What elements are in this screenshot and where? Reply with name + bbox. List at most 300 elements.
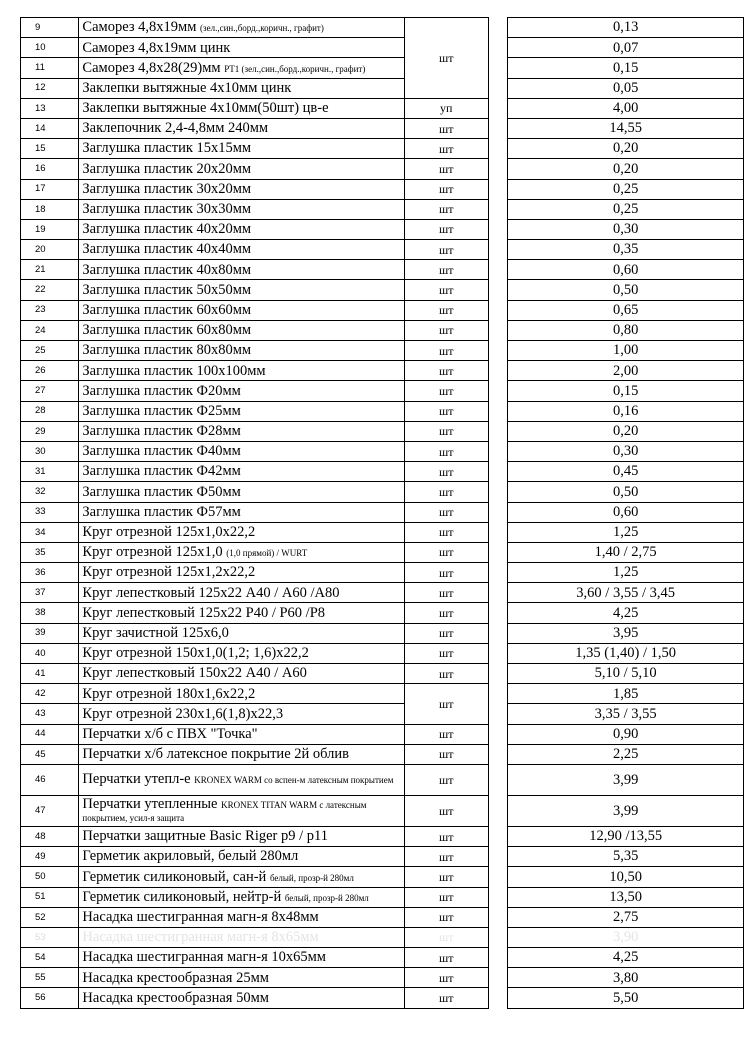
item-name-text: Заглушка пластик 20х20мм — [82, 160, 252, 177]
column-gap — [488, 522, 508, 542]
item-price: 3,90 — [508, 927, 744, 947]
row-number: 43 — [21, 704, 79, 724]
item-name — [79, 623, 404, 643]
item-price: 5,35 — [508, 847, 744, 867]
item-name — [79, 867, 404, 887]
item-price: 0,25 — [508, 199, 744, 219]
column-gap — [488, 260, 508, 280]
table-row — [21, 260, 744, 280]
item-unit: шт — [404, 482, 488, 502]
item-name — [79, 948, 404, 968]
item-unit: шт — [404, 240, 488, 260]
table-row — [21, 300, 744, 320]
column-gap — [488, 98, 508, 118]
column-gap — [488, 159, 508, 179]
column-gap — [488, 139, 508, 159]
table-row — [21, 664, 744, 684]
item-name-text: Круг отрезной 125х1,0х22,2 — [82, 524, 256, 541]
item-unit: шт — [404, 260, 488, 280]
item-name-text: Заглушка пластик Ф28мм — [82, 423, 241, 440]
row-number: 21 — [21, 260, 79, 280]
item-name-text: Саморез 4,8х28(29)мм — [82, 59, 225, 76]
item-unit: шт — [404, 907, 488, 927]
item-name-text: Перчатки утепленные — [82, 795, 222, 812]
table-row — [21, 381, 744, 401]
item-name-text: Круг отрезной 125х1,0 — [82, 544, 227, 561]
item-name — [79, 219, 404, 239]
item-name — [79, 341, 404, 361]
row-number: 52 — [21, 907, 79, 927]
column-gap — [488, 118, 508, 138]
item-price: 10,50 — [508, 867, 744, 887]
item-price: 3,95 — [508, 623, 744, 643]
item-price: 0,80 — [508, 320, 744, 340]
item-price: 0,50 — [508, 482, 744, 502]
table-row — [21, 18, 744, 38]
item-name — [79, 724, 404, 744]
item-price: 3,99 — [508, 764, 744, 795]
table-row — [21, 847, 744, 867]
item-name-text: Круг лепестковый 125х22 А40 / А60 /А80 — [82, 584, 340, 601]
table-row — [21, 441, 744, 461]
column-gap — [488, 179, 508, 199]
item-unit: шт — [404, 684, 488, 724]
item-unit: шт — [404, 361, 488, 381]
row-number: 10 — [21, 38, 79, 58]
column-gap — [488, 38, 508, 58]
item-name-text: Заглушка пластик 100х100мм — [82, 362, 266, 379]
table-row — [21, 907, 744, 927]
table-row — [21, 280, 744, 300]
item-price: 1,25 — [508, 563, 744, 583]
item-name — [79, 744, 404, 764]
item-name — [79, 907, 404, 927]
item-unit: шт — [404, 502, 488, 522]
item-name-text: Заклепочник 2,4-4,8мм 240мм — [82, 120, 269, 137]
column-gap — [488, 320, 508, 340]
item-price: 0,20 — [508, 421, 744, 441]
table-row — [21, 603, 744, 623]
table-row — [21, 240, 744, 260]
table-row — [21, 502, 744, 522]
column-gap — [488, 280, 508, 300]
column-gap — [488, 764, 508, 795]
item-name-text: Заглушка пластик 60х80мм — [82, 322, 252, 339]
item-price: 2,75 — [508, 907, 744, 927]
item-name — [79, 159, 404, 179]
table-row — [21, 320, 744, 340]
table-row — [21, 542, 744, 562]
item-name — [79, 522, 404, 542]
item-name-text: Заглушка пластик 40х40мм — [82, 241, 252, 258]
item-name — [79, 927, 404, 947]
price-table-body — [21, 18, 744, 1009]
item-price: 3,60 / 3,55 / 3,45 — [508, 583, 744, 603]
item-unit: шт — [404, 341, 488, 361]
table-row — [21, 623, 744, 643]
table-row — [21, 643, 744, 663]
column-gap — [488, 361, 508, 381]
item-name — [79, 260, 404, 280]
column-gap — [488, 927, 508, 947]
item-unit: шт — [404, 603, 488, 623]
table-row — [21, 563, 744, 583]
table-row — [21, 421, 744, 441]
column-gap — [488, 867, 508, 887]
column-gap — [488, 462, 508, 482]
row-number: 16 — [21, 159, 79, 179]
item-name — [79, 179, 404, 199]
row-number: 11 — [21, 58, 79, 78]
item-name-text: Круг лепестковый 150х22 А40 / А60 — [82, 665, 307, 682]
table-row — [21, 159, 744, 179]
row-number: 38 — [21, 603, 79, 623]
item-name-text: Круг отрезной 230х1,6(1,8)х22,3 — [82, 705, 284, 722]
item-price: 0,35 — [508, 240, 744, 260]
item-name-text: Насадка крестообразная 50мм — [82, 989, 269, 1006]
row-number: 32 — [21, 482, 79, 502]
item-name-text: Круг лепестковый 125х22 Р40 / Р60 /Р8 — [82, 604, 326, 621]
table-row — [21, 583, 744, 603]
item-unit: шт — [404, 381, 488, 401]
column-gap — [488, 199, 508, 219]
column-gap — [488, 847, 508, 867]
item-name-text: Заглушка пластик 15х15мм — [82, 140, 252, 157]
row-number: 39 — [21, 623, 79, 643]
item-name — [79, 826, 404, 846]
item-price: 0,45 — [508, 462, 744, 482]
price-table — [20, 17, 744, 1009]
row-number: 48 — [21, 826, 79, 846]
item-price: 1,25 — [508, 522, 744, 542]
item-price: 0,65 — [508, 300, 744, 320]
item-name — [79, 684, 404, 704]
column-gap — [488, 563, 508, 583]
item-name-text: Заглушка пластик Ф50мм — [82, 483, 241, 500]
table-row — [21, 684, 744, 704]
item-name — [79, 502, 404, 522]
row-number: 13 — [21, 98, 79, 118]
item-name — [79, 58, 404, 78]
column-gap — [488, 381, 508, 401]
item-unit: шт — [404, 744, 488, 764]
item-unit: шт — [404, 401, 488, 421]
table-row — [21, 219, 744, 239]
item-price: 0,15 — [508, 58, 744, 78]
item-price: 0,30 — [508, 441, 744, 461]
item-name — [79, 704, 404, 724]
item-note: KRONEX TITAN WARM с латексным покрытием, усил-я защита — [82, 799, 367, 823]
item-price: 0,20 — [508, 159, 744, 179]
item-price: 1,00 — [508, 341, 744, 361]
table-row — [21, 139, 744, 159]
item-name — [79, 240, 404, 260]
table-row — [21, 867, 744, 887]
item-name-text: Перчатки защитные Basic Riger p9 / p11 — [82, 828, 328, 845]
item-name — [79, 381, 404, 401]
item-name-text: Саморез 4,8х19мм — [82, 19, 201, 36]
table-row — [21, 118, 744, 138]
row-number: 42 — [21, 684, 79, 704]
item-unit: шт — [404, 887, 488, 907]
item-unit: шт — [404, 139, 488, 159]
item-name — [79, 300, 404, 320]
item-price: 0,15 — [508, 381, 744, 401]
table-row — [21, 522, 744, 542]
item-unit: шт — [404, 623, 488, 643]
row-number: 14 — [21, 118, 79, 138]
item-name-text: Круг отрезной 180х1,6х22,2 — [82, 685, 256, 702]
column-gap — [488, 78, 508, 98]
item-name — [79, 482, 404, 502]
item-name-text: Насадка крестообразная 25мм — [82, 969, 269, 986]
row-number: 44 — [21, 724, 79, 744]
row-number: 56 — [21, 988, 79, 1008]
column-gap — [488, 623, 508, 643]
column-gap — [488, 744, 508, 764]
item-name-text: Герметик силиконовый, нейтр-й — [82, 888, 285, 905]
item-name-text: Заглушка пластик Ф40мм — [82, 443, 241, 460]
item-price: 0,60 — [508, 502, 744, 522]
item-name-text: Герметик силиконовый, сан-й — [82, 868, 270, 885]
item-unit: шт — [404, 300, 488, 320]
item-unit: шт — [404, 542, 488, 562]
table-row — [21, 462, 744, 482]
item-name-text: Заглушка пластик 40х80мм — [82, 261, 252, 278]
table-row — [21, 199, 744, 219]
column-gap — [488, 664, 508, 684]
item-price: 2,00 — [508, 361, 744, 381]
item-unit: шт — [404, 441, 488, 461]
table-row — [21, 401, 744, 421]
table-row — [21, 948, 744, 968]
item-unit: шт — [404, 179, 488, 199]
table-row — [21, 927, 744, 947]
item-name — [79, 441, 404, 461]
column-gap — [488, 724, 508, 744]
column-gap — [488, 603, 508, 623]
item-unit: шт — [404, 847, 488, 867]
column-gap — [488, 968, 508, 988]
item-unit: шт — [404, 421, 488, 441]
row-number: 34 — [21, 522, 79, 542]
row-number: 28 — [21, 401, 79, 421]
column-gap — [488, 542, 508, 562]
item-name — [79, 583, 404, 603]
item-unit: шт — [404, 522, 488, 542]
item-name-text: Круг отрезной 150х1,0(1,2; 1,6)х22,2 — [82, 645, 309, 662]
table-row — [21, 341, 744, 361]
row-number: 12 — [21, 78, 79, 98]
item-price: 0,20 — [508, 139, 744, 159]
table-row — [21, 78, 744, 98]
column-gap — [488, 18, 508, 38]
item-price: 0,30 — [508, 219, 744, 239]
item-unit: шт — [404, 118, 488, 138]
item-name — [79, 847, 404, 867]
column-gap — [488, 887, 508, 907]
item-name — [79, 98, 404, 118]
row-number: 53 — [21, 927, 79, 947]
column-gap — [488, 948, 508, 968]
table-row — [21, 179, 744, 199]
item-price: 3,99 — [508, 795, 744, 826]
item-unit: шт — [404, 764, 488, 795]
item-name-text: Круг зачистной 125х6,0 — [82, 624, 229, 641]
column-gap — [488, 421, 508, 441]
item-name-text: Круг отрезной 125х1,2х22,2 — [82, 564, 256, 581]
item-note: KRONEX WARM со вспен-м латексным покрытием — [194, 775, 394, 786]
item-unit: шт — [404, 724, 488, 744]
table-row — [21, 58, 744, 78]
table-row — [21, 764, 744, 795]
item-name — [79, 988, 404, 1008]
item-name-text: Заглушка пластик Ф20мм — [82, 382, 241, 399]
table-row — [21, 38, 744, 58]
row-number: 17 — [21, 179, 79, 199]
item-name — [79, 764, 404, 795]
item-unit: шт — [404, 199, 488, 219]
item-name-text: Герметик акриловый, белый 280мл — [82, 848, 299, 865]
item-unit: шт — [404, 462, 488, 482]
column-gap — [488, 988, 508, 1008]
item-name — [79, 118, 404, 138]
item-name-text: Заглушка пластик 30х30мм — [82, 201, 252, 218]
item-unit: шт — [404, 280, 488, 300]
item-price: 12,90 /13,55 — [508, 826, 744, 846]
item-name-text: Перчатки х/б латексное покрытие 2й облив — [82, 746, 350, 763]
item-name — [79, 542, 404, 562]
item-name — [79, 664, 404, 684]
item-name — [79, 320, 404, 340]
item-name-text: Заглушка пластик Ф57мм — [82, 503, 241, 520]
item-name — [79, 401, 404, 421]
item-note: белый, прозр-й 280мл — [269, 872, 354, 883]
item-unit: шт — [404, 643, 488, 663]
item-unit: шт — [404, 219, 488, 239]
item-price: 4,00 — [508, 98, 744, 118]
item-unit: шт — [404, 948, 488, 968]
item-price: 13,50 — [508, 887, 744, 907]
item-note: (1,0 прямой) / WURT — [226, 548, 308, 559]
row-number: 36 — [21, 563, 79, 583]
item-price: 0,90 — [508, 724, 744, 744]
item-name-text: Заглушка пластик 30х20мм — [82, 180, 252, 197]
item-unit: шт — [404, 18, 488, 99]
row-number: 54 — [21, 948, 79, 968]
item-unit: шт — [404, 563, 488, 583]
item-name — [79, 462, 404, 482]
row-number: 33 — [21, 502, 79, 522]
item-name — [79, 421, 404, 441]
item-name-text: Перчатки утепл-е — [82, 771, 195, 788]
item-note: белый, прозр-й 280мл — [284, 892, 369, 903]
row-number: 23 — [21, 300, 79, 320]
row-number: 24 — [21, 320, 79, 340]
item-unit: шт — [404, 867, 488, 887]
column-gap — [488, 704, 508, 724]
item-unit: шт — [404, 927, 488, 947]
table-row — [21, 988, 744, 1008]
item-price: 1,40 / 2,75 — [508, 542, 744, 562]
row-number: 9 — [21, 18, 79, 38]
item-name — [79, 280, 404, 300]
table-row — [21, 704, 744, 724]
item-name-text: Заглушка пластик Ф42мм — [82, 463, 241, 480]
table-row — [21, 887, 744, 907]
column-gap — [488, 482, 508, 502]
row-number: 22 — [21, 280, 79, 300]
item-name-text: Заглушка пластик Ф25мм — [82, 402, 241, 419]
table-row — [21, 968, 744, 988]
item-name-text: Насадка шестигранная магн-я 8х48мм — [82, 909, 319, 926]
row-number: 29 — [21, 421, 79, 441]
item-name-text: Насадка шестигранная магн-я 10х65мм — [82, 949, 326, 966]
item-price: 4,25 — [508, 948, 744, 968]
item-price: 1,35 (1,40) / 1,50 — [508, 643, 744, 663]
item-price: 0,13 — [508, 18, 744, 38]
column-gap — [488, 300, 508, 320]
item-unit: шт — [404, 826, 488, 846]
row-number: 55 — [21, 968, 79, 988]
row-number: 40 — [21, 643, 79, 663]
column-gap — [488, 907, 508, 927]
item-name — [79, 795, 404, 826]
item-unit: шт — [404, 988, 488, 1008]
row-number: 26 — [21, 361, 79, 381]
table-row — [21, 98, 744, 118]
row-number: 51 — [21, 887, 79, 907]
table-row — [21, 361, 744, 381]
item-unit: шт — [404, 968, 488, 988]
item-price: 1,85 — [508, 684, 744, 704]
table-row — [21, 826, 744, 846]
item-name-text: Заглушка пластик 60х60мм — [82, 301, 252, 318]
item-note: РТ1 (зел.,син.,борд.,коричн., графит) — [224, 63, 366, 74]
row-number: 41 — [21, 664, 79, 684]
row-number: 31 — [21, 462, 79, 482]
row-number: 47 — [21, 795, 79, 826]
row-number: 35 — [21, 542, 79, 562]
row-number: 30 — [21, 441, 79, 461]
column-gap — [488, 401, 508, 421]
item-price: 0,50 — [508, 280, 744, 300]
item-price: 2,25 — [508, 744, 744, 764]
column-gap — [488, 58, 508, 78]
column-gap — [488, 583, 508, 603]
item-unit: шт — [404, 795, 488, 826]
item-price: 0,60 — [508, 260, 744, 280]
item-unit: шт — [404, 664, 488, 684]
column-gap — [488, 240, 508, 260]
item-unit: уп — [404, 98, 488, 118]
item-name — [79, 603, 404, 623]
item-price: 14,55 — [508, 118, 744, 138]
table-row — [21, 744, 744, 764]
item-price: 4,25 — [508, 603, 744, 623]
column-gap — [488, 795, 508, 826]
item-name-text: Заглушка пластик 40х20мм — [82, 221, 252, 238]
row-number: 50 — [21, 867, 79, 887]
item-price: 0,16 — [508, 401, 744, 421]
item-name-text: Заглушка пластик 50х50мм — [82, 281, 252, 298]
column-gap — [488, 502, 508, 522]
item-price: 0,25 — [508, 179, 744, 199]
row-number: 15 — [21, 139, 79, 159]
column-gap — [488, 643, 508, 663]
item-name — [79, 18, 404, 38]
item-price: 3,80 — [508, 968, 744, 988]
